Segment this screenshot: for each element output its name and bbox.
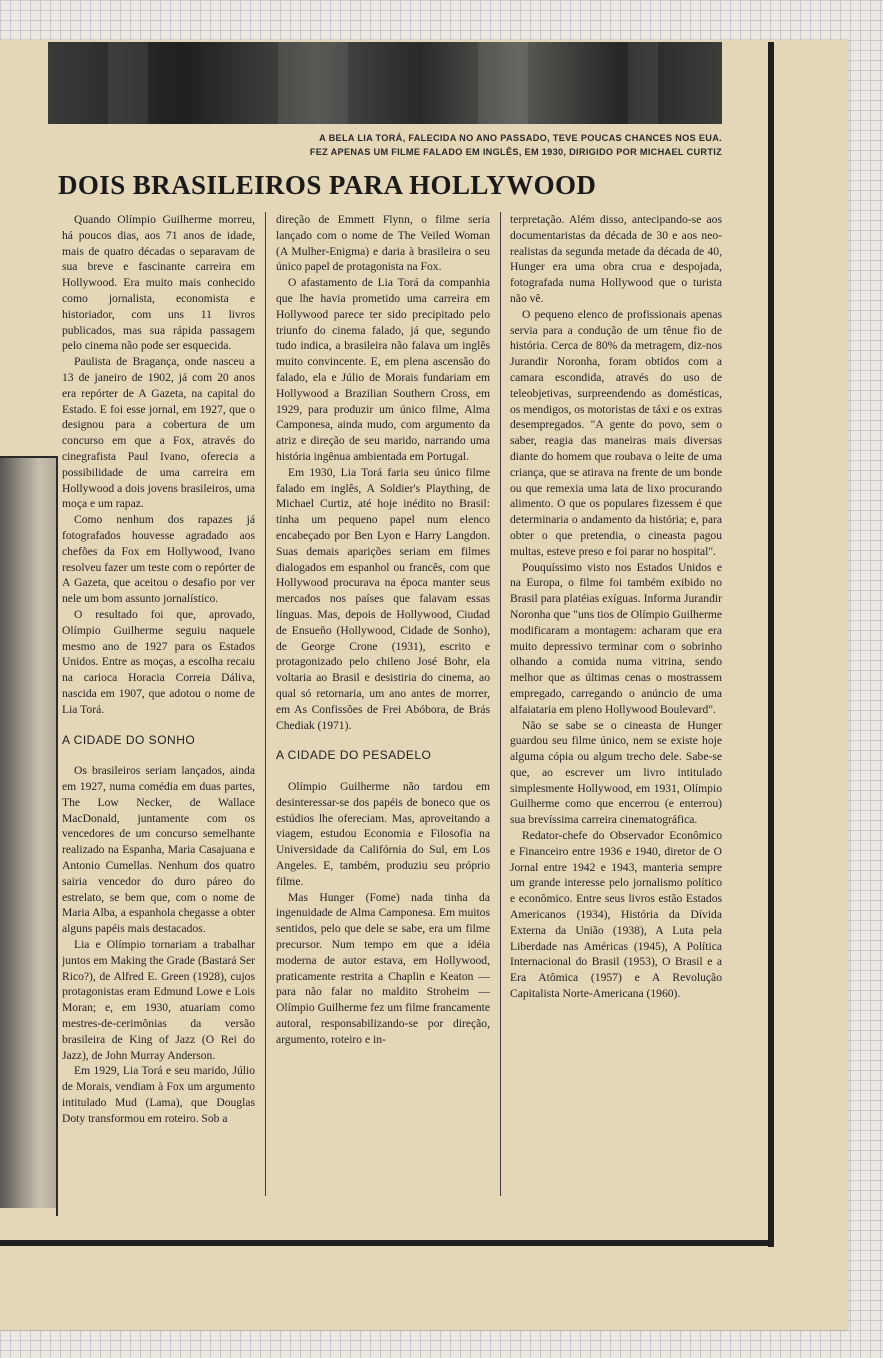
left-photo-frame-right — [56, 456, 58, 1216]
left-photo-frame-top — [0, 456, 58, 458]
article-column-2 — [276, 212, 490, 1048]
paragraph: terpretação. Além disso, antecipando-se aos documentaristas da década de 30 e aos neo-realistas da segunda metade da década de 40, Hunger era uma obra crua e despojada, fotografada numa Hollywood que o turista não vê. — [510, 213, 722, 305]
frame-border-right — [768, 42, 774, 1247]
paragraph: Quando Olímpio Guilherme morreu, há poucos dias, aos 71 anos de idade, mais de quatro décadas o separavam de sua breve e fascinante carreira em Hollywood. Era muito mais conhecido como jornalista, economista e historiador, com uns 11 livros publicados, mas sua rápida passagem pelo cinema não pode ser esquecida. — [62, 213, 255, 353]
paragraph: Em 1929, Lia Torá e seu marido, Júlio de Morais, vendiam à Fox um argumento intitulado Mud (Lama), que Douglas Doty transformou em roteiro. Sob a — [62, 1064, 255, 1125]
paragraph: Paulista de Bragança, onde nasceu a 13 de janeiro de 1902, já com 20 anos era repórter de A Gazeta, na capital do Estado. E foi esse jornal, em 1927, que o designou para a cobertura de um concurso em que a Fox, através do cinegrafista Paul Ivano, oferecia a possibilidade de uma carreira em Hollywood a dois jovens brasileiros, uma moça e um rapaz. — [62, 355, 255, 511]
paragraph: direção de Emmett Flynn, o filme seria lançado com o nome de The Veiled Woman (A Mulher-Enigma) e daria à brasileira o seu único papel de protagonista na Fox. — [276, 213, 490, 274]
subheading: A CIDADE DO PESADELO — [276, 748, 432, 763]
top-photo — [48, 42, 722, 124]
column-rule-2 — [500, 212, 501, 1196]
paragraph: Olímpio Guilherme não tardou em desinteressar-se dos papéis de boneco que os estúdios lhe ofereciam. Mas, aproveitando a viagem, estudou Economia e Filosofia na Universidade da Califórnia do Sul, em Los Angeles. E, também, produziu seu próprio filme. — [276, 780, 490, 888]
paragraph: O resultado foi que, aprovado, Olímpio Guilherme seguiu naquele mesmo ano de 1927 para os Estados Unidos. Entre as moças, a escolha recaiu na carioca Horacia Correia Dáliva, nascida em 1907, que adotou o nome de Lia Torá. — [62, 607, 255, 716]
paragraph: Lia e Olímpio tornariam a trabalhar juntos em Making the Grade (Bastará Ser Rico?), de Alfred E. Green (1928), cujos protagonistas eram Edmund Lowe e Lois Moran; e, em 1930, atuariam como mestres-de-cerimônias da versão brasileira de King of Jazz (O Rei do Jazz), de John Murray Anderson. — [62, 938, 255, 1062]
paragraph: Pouquíssimo visto nos Estados Unidos e na Europa, o filme foi também exibido no Brasil para platéias exíguas. Informa Jurandir Noronha que "uns tios de Olímpio Guilherme modificaram a montagem: acharam que era muito depressivo terminar com o sobrinho olhando a comida numa vitrina, sendo melhor que as últimas cenas o mostrassem empregado, carregando o anúncio de uma alfaiataria em pleno Hollywood Boulevard". — [510, 560, 722, 716]
paragraph: Redator-chefe do Observador Econômico e Financeiro entre 1936 e 1940, diretor de O Jornal entre 1942 e 1943, manteria sempre um grande interesse pelo jornalismo político e econômico. Entre seus livros estão Estados Americanos (1934), História da Dívida Externa da União (1938), A Luta pela Liberdade nas Américas (1945), A Política Internacional do Brasil (1953), O Brasil e a Era Atômica (1957) e A Revolução Capitalista Norte-Americana (1960). — [510, 829, 722, 1001]
paragraph: O pequeno elenco de profissionais apenas servia para a condução de um tênue fio de história. Cerca de 80% da metragem, diz-nos Jurandir Noronha, foram obtidos com a camara escondida, através do uso de teleobjetivas, surpreendendo as domésticas, os mendigos, os motoristas de táxi e os extras desempregados. "A gente do povo, sem o saber, reagia das maneiras mais diversas diante do homem que roubava o leite de uma criança, que se atirava na frente de um bonde ou que remexia uma lata de lixo procurando alimento. O que os populares fizessem é que determinaria o andamento da história; e, para obter o que pretendia, o cineasta pagou multas, esteve preso e foi parar no hospital". — [510, 307, 722, 558]
article-headline: DOIS BRASILEIROS PARA HOLLYWOOD — [58, 170, 597, 200]
paragraph: Os brasileiros seriam lançados, ainda em 1927, numa comédia em duas partes, The Low Necker, de Wallace MacDonald, juntamente com os vencedores de um concurso semelhante realizado na Espanha, Maria Casajuana e Antonio Cumellas. Nenhum dos quatro sairia vencedor do duro páreo do estrelato, se bem que, com o nome de Maria Alba, a espanhola chegasse a obter alguns papéis mais destacados. — [62, 764, 255, 936]
article-column-1 — [62, 212, 255, 1127]
left-photo — [0, 458, 56, 1208]
paragraph: Em 1930, Lia Torá faria seu único filme falado em inglês, A Soldier's Plaything, de Michael Curtiz, até hoje inédito no Brasil: tinha um pequeno papel num elenco encabeçado por Ben Lyon e Harry Langdon. Suas demais aparições seriam em filmes dialogados em espanhol ou francês, com que Hollywood procurava na época manter seus mercados nos países que falavam essas línguas. Mas, depois de Hollywood, Ciudad de Ensueño (Hollywood, Cidade de Sonho), de George Crone (1931), escrito e protagonizado pelo chileno José Bohr, ela voltaria ao Brasil e desistiria do cinema, ao qual só retornaria, um ano antes de morrer, em As Confissões de Frei Abóbora, de Brás Chediak (1971). — [276, 465, 490, 732]
caption-line-2: FEZ APENAS UM FILME FALADO EM INGLÊS, EM 1930, DIRIGIDO POR MICHAEL CURTIZ — [309, 147, 722, 157]
caption-line-1: A BELA LIA TORÁ, FALECIDA NO ANO PASSADO, TEVE POUCAS CHANCES NOS EUA. — [319, 133, 722, 143]
photo-caption — [150, 131, 722, 159]
paragraph: Mas Hunger (Fome) nada tinha da ingenuidade de Alma Camponesa. Em muitos sentidos, pelo que dele se sabe, era um filme precursor. Num tempo em que a idéia moderna de autor estava, em Hollywood, praticamente restrita a Chaplin e Keaton — para não falar no maldito Stroheim — Olímpio Guilherme fez um filme francamente autoral, responsabilizando-se por direção, argumento, roteiro e in- — [276, 890, 490, 1046]
column-rule-1 — [265, 212, 266, 1196]
paragraph: Como nenhum dos rapazes já fotografados houvesse agradado aos chefões da Fox em Hollywood, Ivano resolveu fazer um teste com o repórter de A Gazeta, que aceitou o desafio por ver nele um bom assunto jornalístico. — [62, 513, 255, 606]
paragraph: Não se sabe se o cineasta de Hunger guardou seu filme único, nem se existe hoje alguma cópia ou algum trecho dele. Sabe-se que, ao escrever um livro intitulado simplesmente Hollywood, em 1931, Olímpio Guilherme como que encerrou (e enterrou) sua brevíssima carreira cinematográfica. — [510, 718, 722, 827]
frame-border-bottom — [0, 1240, 774, 1246]
article-column-3 — [510, 212, 722, 1002]
subheading: A CIDADE DO SONHO — [62, 732, 196, 747]
paragraph: O afastamento de Lia Torá da companhia que lhe havia prometido uma carreira em Hollywood parece ter sido precipitado pelo triunfo do cinema falado, já que, segundo tudo indica, a brasileira não falava um inglês muito convincente. E, em plena ascensão do falado, ela e Júlio de Morais fundariam em Hollywood a Brazilian Southern Cross, em 1929, para produzir um único filme, Alma Camponesa, ainda mudo, com argumento da atriz e direção de seu marido, narrando uma história ingênua ambientada em Portugal. — [276, 276, 490, 463]
